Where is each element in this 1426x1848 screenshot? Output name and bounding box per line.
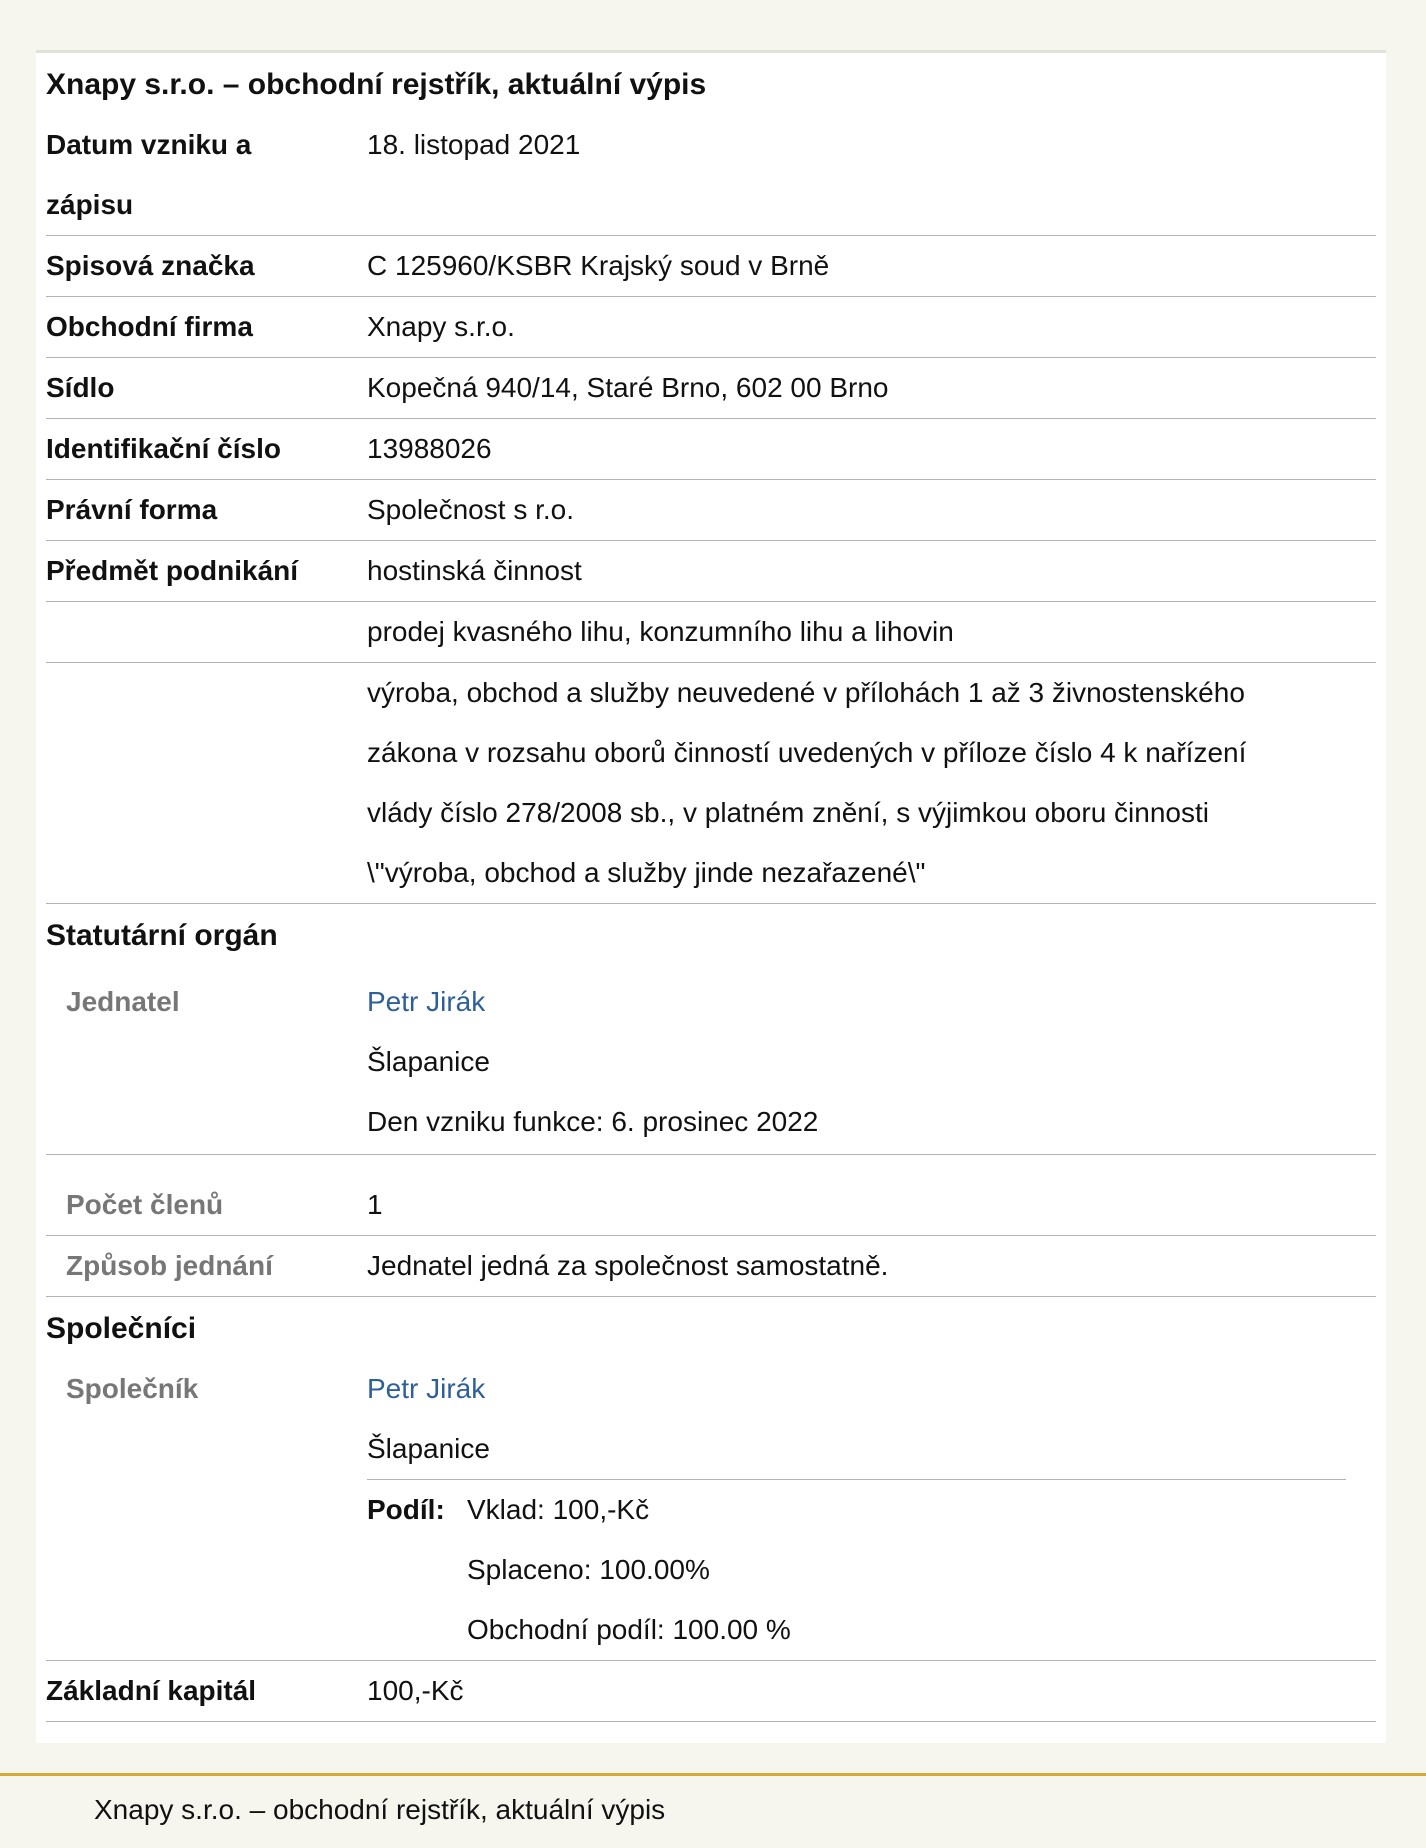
person-city: Šlapanice — [367, 1046, 490, 1077]
row-label-empty — [46, 663, 367, 903]
row-zpusob-jednani — [46, 1236, 1376, 1297]
row-sidlo — [46, 358, 1376, 419]
share-block — [367, 1480, 1376, 1660]
row-value: 100,-Kč — [367, 1675, 464, 1706]
row-label: Předmět podnikání — [46, 555, 299, 586]
row-jednatel — [46, 972, 1376, 1155]
row-value: Jednatel jedná za společnost samostatně. — [367, 1250, 889, 1281]
footer-divider — [0, 1773, 1426, 1776]
row-label: Základní kapitál — [46, 1675, 257, 1706]
row-label: Jednatel — [66, 986, 180, 1017]
row-pocet-clenu — [46, 1155, 1376, 1236]
row-label: Spisová značka — [46, 250, 255, 281]
row-value: 18. listopad 2021 — [367, 129, 581, 160]
row-value — [367, 972, 1376, 1152]
row-predmet-item — [46, 663, 1376, 904]
row-identifikacni-cislo — [46, 419, 1376, 480]
person-link[interactable]: Petr Jirák — [367, 1373, 486, 1404]
row-value: 1 — [367, 1189, 383, 1220]
row-value — [367, 1359, 1376, 1660]
row-value: Xnapy s.r.o. — [367, 311, 515, 342]
row-obchodni-firma — [46, 297, 1376, 358]
row-label: Společník — [66, 1373, 199, 1404]
row-label: Obchodní firma — [46, 311, 253, 342]
share-splaceno: Splaceno: 100.00% — [467, 1554, 710, 1585]
row-value: prodej kvasného lihu, konzumního lihu a lihovin — [367, 616, 954, 647]
register-extract-card — [36, 50, 1386, 1743]
row-label: Počet členů — [66, 1189, 224, 1220]
person-city: Šlapanice — [367, 1433, 490, 1464]
row-spolecnik — [46, 1359, 1376, 1661]
row-predmet-item — [46, 602, 1376, 663]
share-obchodni-podil: Obchodní podíl: 100.00 % — [467, 1614, 791, 1645]
row-datum-vzniku — [46, 115, 1376, 236]
row-label: Identifikační číslo — [46, 433, 281, 464]
row-value: hostinská činnost — [367, 555, 582, 586]
footer-title: Xnapy s.r.o. – obchodní rejstřík, aktuální výpis — [94, 1794, 666, 1825]
label-line: Datum vzniku a — [46, 129, 252, 160]
row-zakladni-kapital — [46, 1661, 1376, 1722]
row-predmet-podnikani — [46, 541, 1376, 602]
row-label: Způsob jednání — [66, 1250, 273, 1281]
row-label: Sídlo — [46, 372, 115, 403]
register-extract — [46, 53, 1376, 1722]
label-line: zápisu — [46, 189, 134, 220]
share-values — [467, 1480, 791, 1660]
page-title: Xnapy s.r.o. – obchodní rejstřík, aktuální výpis — [46, 68, 707, 101]
row-value: Kopečná 940/14, Staré Brno, 602 00 Brno — [367, 372, 889, 403]
row-spisova-znacka — [46, 236, 1376, 297]
section-heading-spolecnici: Společníci — [46, 1312, 197, 1345]
row-value: 13988026 — [367, 433, 492, 464]
row-value: výroba, obchod a služby neuvedené v přílohách 1 až 3 živnostenského zákona v rozsahu oborů činností uvedených v příloze číslo 4 k nařízení vlády číslo 278/2008 sb., v platném znění, s výjimkou oboru činnosti \"výroba, obchod a služby jinde nezařazené\" — [367, 677, 1247, 888]
row-value: Společnost s r.o. — [367, 494, 575, 525]
row-pravni-forma — [46, 480, 1376, 541]
row-label: Právní forma — [46, 494, 218, 525]
share-vklad: Vklad: 100,-Kč — [467, 1494, 650, 1525]
share-label: Podíl: — [367, 1494, 445, 1525]
row-label — [46, 115, 367, 235]
person-link[interactable]: Petr Jirák — [367, 986, 486, 1017]
row-value: C 125960/KSBR Krajský soud v Brně — [367, 250, 830, 281]
section-heading-statutarni: Statutární orgán — [46, 919, 278, 952]
row-label-empty — [46, 602, 367, 662]
function-since: Den vzniku funkce: 6. prosinec 2022 — [367, 1106, 819, 1137]
